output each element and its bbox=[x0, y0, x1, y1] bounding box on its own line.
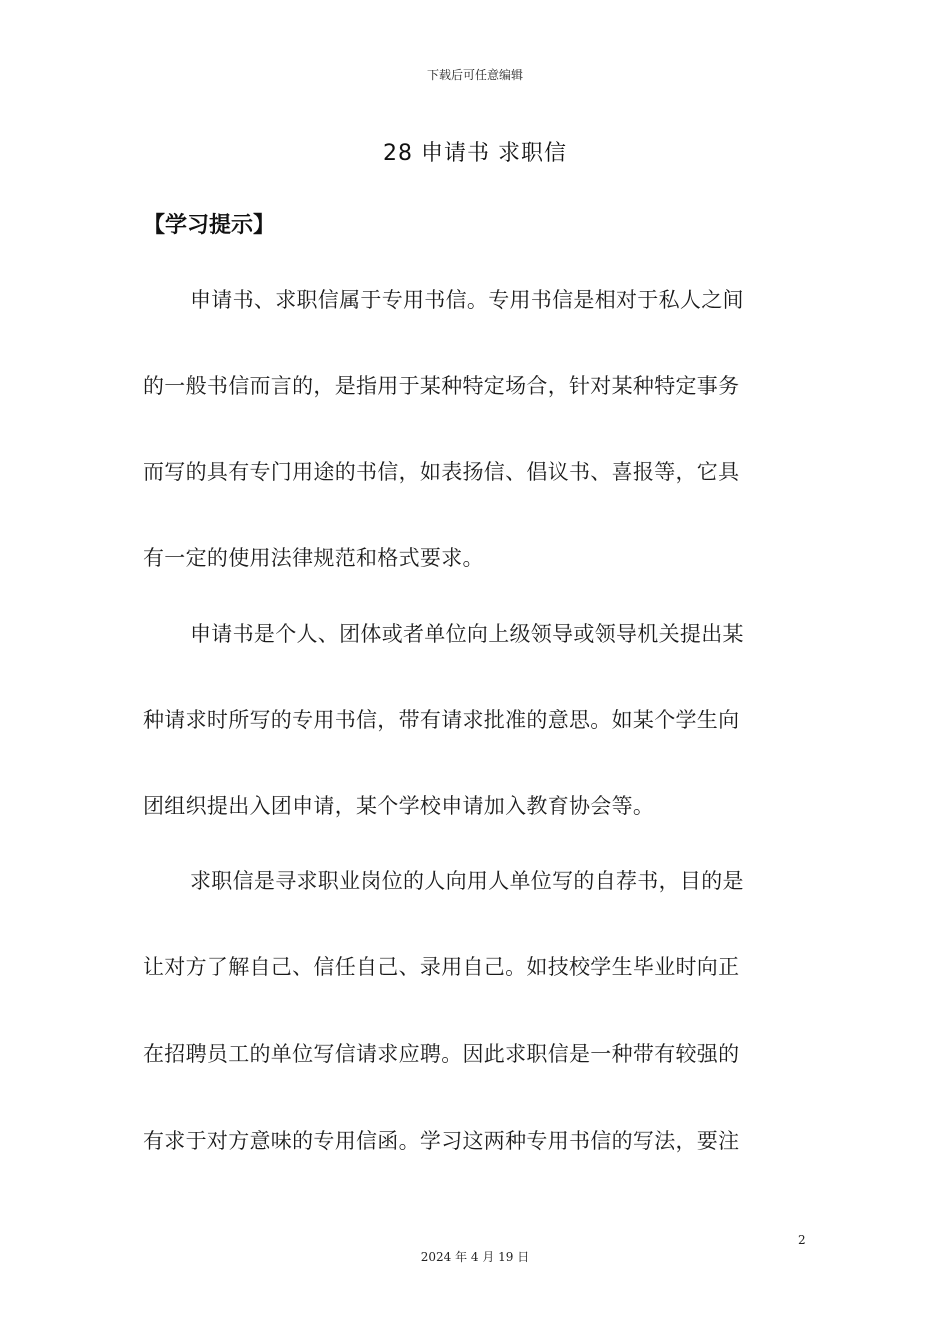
paragraph-1-line-1: 申请书、求职信属于专用书信。专用书信是相对于私人之间 bbox=[190, 288, 744, 312]
paragraph-1-line-4: 有一定的使用法律规范和格式要求。 bbox=[143, 546, 484, 570]
header-note: 下载后可任意编辑 bbox=[426, 68, 523, 82]
paragraph-1-line-2: 的一般书信而言的，是指用于某种特定场合，针对某种特定事务 bbox=[143, 374, 740, 398]
document-title: 28 申请书 求职信 bbox=[383, 141, 567, 166]
paragraph-2-line-1: 申请书是个人、团体或者单位向上级领导或领导机关提出某 bbox=[190, 622, 744, 646]
paragraph-1-line-3: 而写的具有专门用途的书信，如表扬信、倡议书、喜报等，它具 bbox=[143, 460, 740, 484]
paragraph-3-line-1: 求职信是寻求职业岗位的人向用人单位写的自荐书，目的是 bbox=[190, 869, 744, 893]
section-heading: 【学习提示】 bbox=[143, 213, 276, 238]
page-number: 2 bbox=[798, 1233, 806, 1247]
footer-date: 2024 年 4 月 19 日 bbox=[420, 1250, 530, 1264]
paragraph-3-line-4: 有求于对方意味的专用信函。学习这两种专用书信的写法，要注 bbox=[143, 1129, 740, 1153]
paragraph-3-line-2: 让对方了解自己、信任自己、录用自己。如技校学生毕业时向正 bbox=[143, 955, 740, 979]
paragraph-3-line-3: 在招聘员工的单位写信请求应聘。因此求职信是一种带有较强的 bbox=[143, 1042, 740, 1066]
paragraph-2-line-2: 种请求时所写的专用书信，带有请求批准的意思。如某个学生向 bbox=[143, 708, 740, 732]
paragraph-2-line-3: 团组织提出入团申请，某个学校申请加入教育协会等。 bbox=[143, 794, 655, 818]
